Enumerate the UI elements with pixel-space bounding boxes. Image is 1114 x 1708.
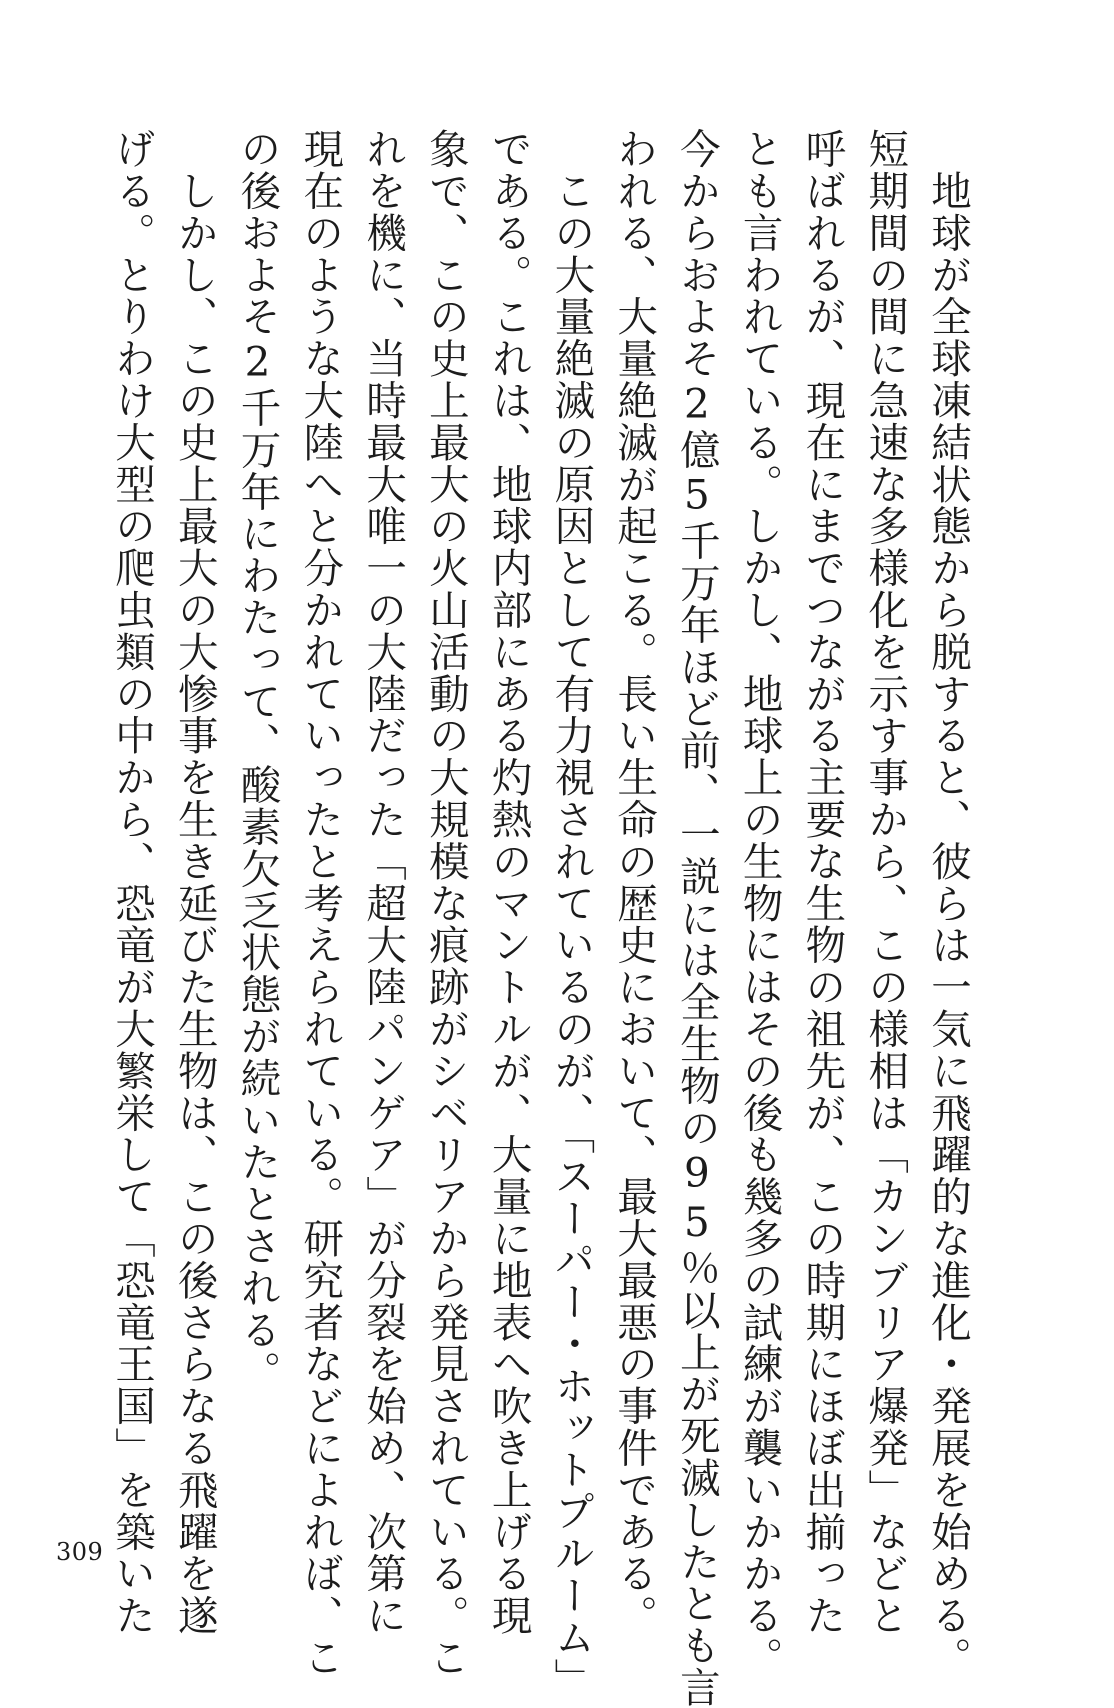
text-line: しかし、この史上最大の大惨事を生き延びた生物は、この後さらなる飛躍を遂 — [170, 128, 219, 1637]
text-line: われる、大量絶滅が起こる。長い生命の歴史において、最大最悪の事件である。 — [610, 128, 659, 1637]
text-line: げる。とりわけ大型の爬虫類の中から、恐竜が大繁栄して「恐竜王国」を築いた — [108, 128, 156, 1637]
text-line: である。これは、地球内部にある灼熱のマントルが、大量に地表へ吹き上げる現 — [484, 128, 533, 1637]
text-line: 現在のような大陸へと分かれていったと考えられている。研究者などによれば、こ — [296, 128, 345, 1679]
text-line: 呼ばれるが、現在にまでつながる主要な生物の祖先が、この時期にほぼ出揃った — [798, 128, 847, 1637]
text-line: 今からおよそ2億5千万年ほど前、一説には全生物の95％以上が死滅したとも言 — [672, 128, 721, 1708]
page-number: 309 — [56, 1538, 104, 1566]
text-line: れを機に、当時最大唯一の大陸だった「超大陸パンゲア」が分裂を始め、次第に — [359, 128, 408, 1637]
text-line: 短期間の間に急速な多様化を示す事から、この様相は「カンブリア爆発」などと — [861, 128, 910, 1637]
text-line: 象で、この史上最大の火山活動の大規模な痕跡がシベリアから発見されている。こ — [421, 128, 470, 1679]
vertical-text-body — [108, 128, 972, 1708]
text-line: この大量絶滅の原因として有力視されているのが、「スーパー・ホットプルーム」 — [547, 128, 596, 1700]
text-line: 地球が全球凍結状態から脱すると、彼らは一気に飛躍的な進化・発展を始める。 — [923, 128, 972, 1679]
text-line: の後およそ2千万年にわたって、酸素欠乏状態が続いたとされる。 — [233, 128, 282, 1393]
text-line: とも言われている。しかし、地球上の生物にはその後も幾多の試練が襲いかかる。 — [735, 128, 784, 1679]
